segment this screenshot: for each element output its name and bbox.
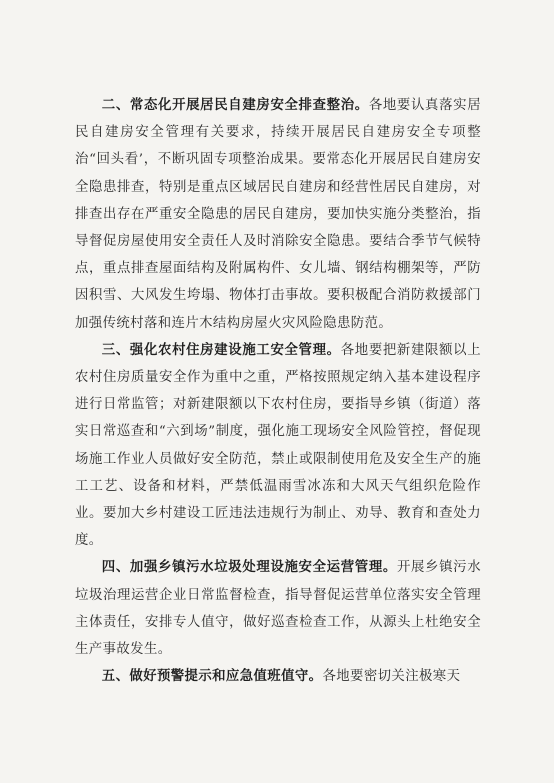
paragraph-section-2 (75, 92, 481, 337)
section-body-2: 各地要认真落实居民自建房安全管理有关要求，持续开展居民自建房安全专项整治“回头看’，不断巩固专项整治成果。要常态化开展居民自建房安全隐患排查，特别是重点区域居民自建房和经营性居民自建房，对排查出存在严重安全隐患的居民自建房，要加快实施分类整治，指导督促房屋使用安全责任人及时消除安全隐患。要结合季节气候特点，重点排查屋面结构及附属构件、女儿墙、钢结构棚架等，严防因积雪、大风发生垮塌、物体打击事故。要积极配合消防救援部门加强传统村落和连片木结构房屋火灾风险隐患防范。 (75, 98, 481, 331)
section-heading-2: 二、常态化开展居民自建房安全排查整治。 (101, 98, 369, 113)
section-heading-5: 五、做好预警提示和应急值班值守。 (101, 669, 323, 685)
paragraph-section-3 (75, 337, 481, 555)
paragraph-section-5 (75, 663, 481, 690)
section-body-4: 开展乡镇污水垃圾治理运营企业日常监督检查，指导督促运营单位落实安全管理主体责任，安排专人值守，做好巡查检查工作，从源头上杜绝安全生产事故发生。 (75, 560, 481, 658)
section-heading-4: 四、加强乡镇污水垃圾处理设施安全运营管理。 (101, 560, 397, 576)
paragraph-section-4 (75, 554, 481, 663)
document-body (75, 92, 481, 690)
section-body-5: 各地要密切关注极寒天 (322, 669, 461, 685)
section-body-3: 各地要把新建限额以上农村住房质量安全作为重中之重，严格按照规定纳入基本建设程序进行日常监管；对新建限额以下农村住房，要指导乡镇（街道）落实日常巡查和“六到场”制度，强化施工现场安全风险管控，督促现场施工作业人员做好安全防范，禁止或限制使用危及安全生产的施工工艺、设备和材料，严禁低温雨雪冰冻和大风天气组织危险作业。要加大乡村建设工匠违法违规行为制止、劝导、教育和查处力度。 (75, 342, 481, 549)
section-heading-3: 三、强化农村住房建设施工安全管理。 (101, 342, 341, 358)
